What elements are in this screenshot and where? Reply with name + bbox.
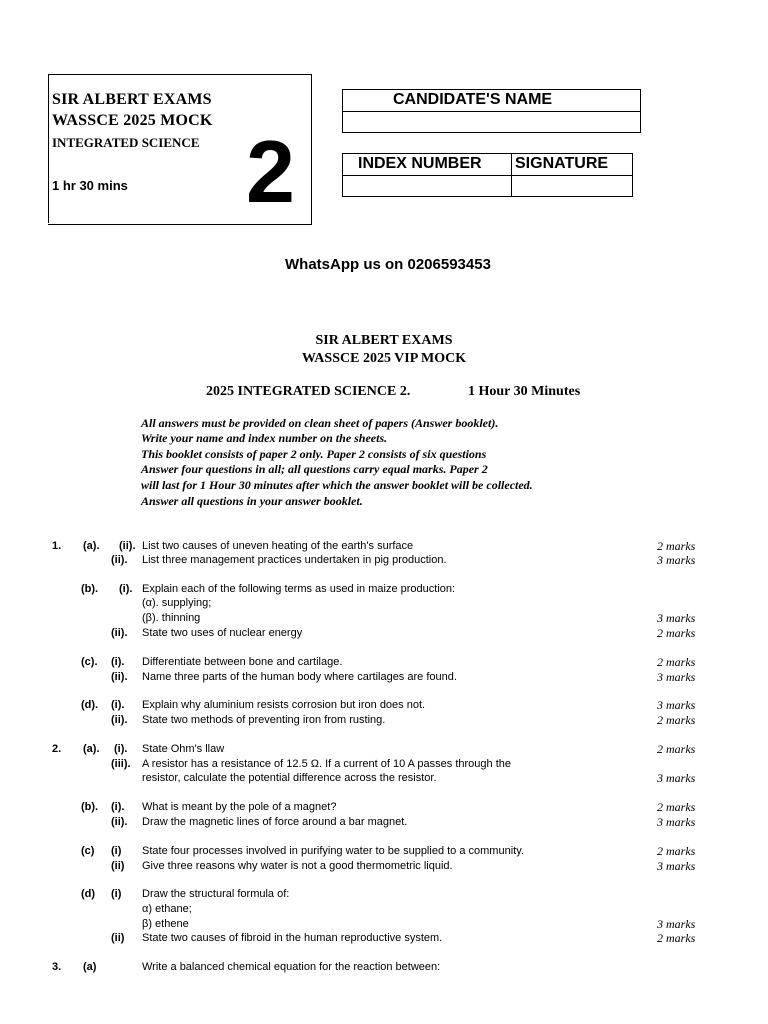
question-text: State two methods of preventing iron from rusting. (142, 714, 386, 726)
marks-value: 3 marks (657, 553, 696, 567)
marks-value: 3 marks (657, 611, 696, 625)
question-text: Explain each of the following terms as used in maize production: (142, 583, 456, 595)
marks-value: 2 marks (657, 800, 696, 814)
question-text: Explain why aluminium resists corrosion but iron does not. (142, 699, 426, 711)
subpart-label: (ii) (111, 860, 125, 872)
marks-value: 2 marks (657, 713, 696, 727)
marks-value: 3 marks (657, 859, 696, 873)
question-text: (α). supplying; (142, 597, 212, 609)
question-part: (c). (81, 656, 98, 668)
question-part: (c) (81, 845, 95, 857)
question-text: State two causes of fibroid in the human reproductive system. (142, 932, 443, 944)
subpart-label: (ii). (111, 671, 128, 683)
marks-value: 2 marks (657, 742, 696, 756)
subpart-label: (ii). (111, 627, 128, 639)
header-exam-title: WASSCE 2025 MOCK (52, 112, 213, 129)
whatsapp-contact: WhatsApp us on 0206593453 (285, 256, 491, 273)
subpart-label: (i). (119, 583, 133, 595)
question-text: β) ethene (142, 918, 189, 930)
paper-number: 2 (246, 122, 295, 221)
subpart-label: (ii). (119, 540, 136, 552)
signature-label: SIGNATURE (515, 155, 609, 172)
question-number: 2. (52, 743, 62, 755)
question-part: (a). (83, 540, 100, 552)
marks-value: 2 marks (657, 655, 696, 669)
question-text: Draw the magnetic lines of force around a bar magnet. (142, 816, 408, 828)
marks-value: 3 marks (657, 698, 696, 712)
title-duration: 1 Hour 30 Minutes (468, 384, 581, 399)
instruction-line: Answer all questions in your answer booklet. (141, 494, 363, 508)
marks-value: 3 marks (657, 815, 696, 829)
instruction-line: Answer four questions in all; all questions carry equal marks. Paper 2 (141, 462, 488, 476)
question-part: (d) (81, 888, 96, 900)
question-part: (d). (81, 699, 99, 711)
question-text: List three management practices undertaken in pig production. (142, 554, 447, 566)
marks-value: 2 marks (657, 539, 696, 553)
question-text: α) ethane; (142, 903, 192, 915)
question-part: (b). (81, 583, 99, 595)
question-text: List two causes of uneven heating of the earth's surface (142, 540, 414, 552)
marks-value: 3 marks (657, 771, 696, 785)
question-part: (b). (81, 801, 99, 813)
subpart-label: (i). (114, 743, 128, 755)
subpart-label: (ii). (111, 554, 128, 566)
question-number: 3. (52, 961, 62, 973)
header-duration: 1 hr 30 mins (52, 178, 128, 193)
question-number: 1. (52, 540, 62, 552)
subpart-label: (i). (111, 699, 125, 711)
question-text: Write a balanced chemical equation for the reaction between: (142, 961, 441, 973)
question-part: (a). (83, 743, 100, 755)
header-exam-body: SIR ALBERT EXAMS (52, 91, 212, 108)
subpart-label: (i). (111, 656, 125, 668)
subpart-label: (i). (111, 801, 125, 813)
marks-value: 2 marks (657, 931, 696, 945)
question-text: resistor, calculate the potential difference across the resistor. (142, 772, 437, 784)
subpart-label: (iii). (111, 758, 131, 770)
subpart-label: (i) (111, 888, 122, 900)
question-text: Name three parts of the human body where cartilages are found. (142, 671, 457, 683)
question-text: State four processes involved in purifying water to be supplied to a community. (142, 845, 524, 857)
title-exam-body: SIR ALBERT EXAMS (315, 333, 453, 348)
subpart-label: (ii). (111, 816, 128, 828)
instruction-line: Write your name and index number on the sheets. (141, 431, 388, 445)
subpart-label: (ii). (111, 714, 128, 726)
question-text: Differentiate between bone and cartilage. (142, 656, 343, 668)
marks-value: 2 marks (657, 844, 696, 858)
question-text: What is meant by the pole of a magnet? (142, 801, 337, 813)
question-text: Draw the structural formula of: (142, 888, 290, 900)
marks-value: 3 marks (657, 917, 696, 931)
subpart-label: (i) (111, 845, 122, 857)
title-paper: 2025 INTEGRATED SCIENCE 2. (206, 384, 411, 399)
question-text: State two uses of nuclear energy (142, 627, 303, 639)
question-text: (β). thinning (142, 612, 201, 624)
marks-value: 3 marks (657, 670, 696, 684)
index-number-label: INDEX NUMBER (358, 155, 482, 172)
subpart-label: (ii) (111, 932, 125, 944)
title-exam-name: WASSCE 2025 VIP MOCK (301, 351, 467, 366)
candidate-name-label: CANDIDATE'S NAME (393, 91, 553, 108)
header-subject: INTEGRATED SCIENCE (52, 135, 200, 150)
instruction-line: This booklet consists of paper 2 only. Paper 2 consists of six questions (141, 447, 487, 461)
instruction-line: will last for 1 Hour 30 minutes after which the answer booklet will be collected. (141, 478, 533, 492)
question-text: Give three reasons why water is not a good thermometric liquid. (142, 860, 453, 872)
question-text: State Ohm's llaw (142, 743, 225, 755)
marks-value: 2 marks (657, 626, 696, 640)
instruction-line: All answers must be provided on clean sheet of papers (Answer booklet). (141, 416, 499, 430)
question-text: A resistor has a resistance of 12.5 Ω. If a current of 10 A passes through the (142, 758, 511, 770)
question-part: (a) (83, 961, 97, 973)
